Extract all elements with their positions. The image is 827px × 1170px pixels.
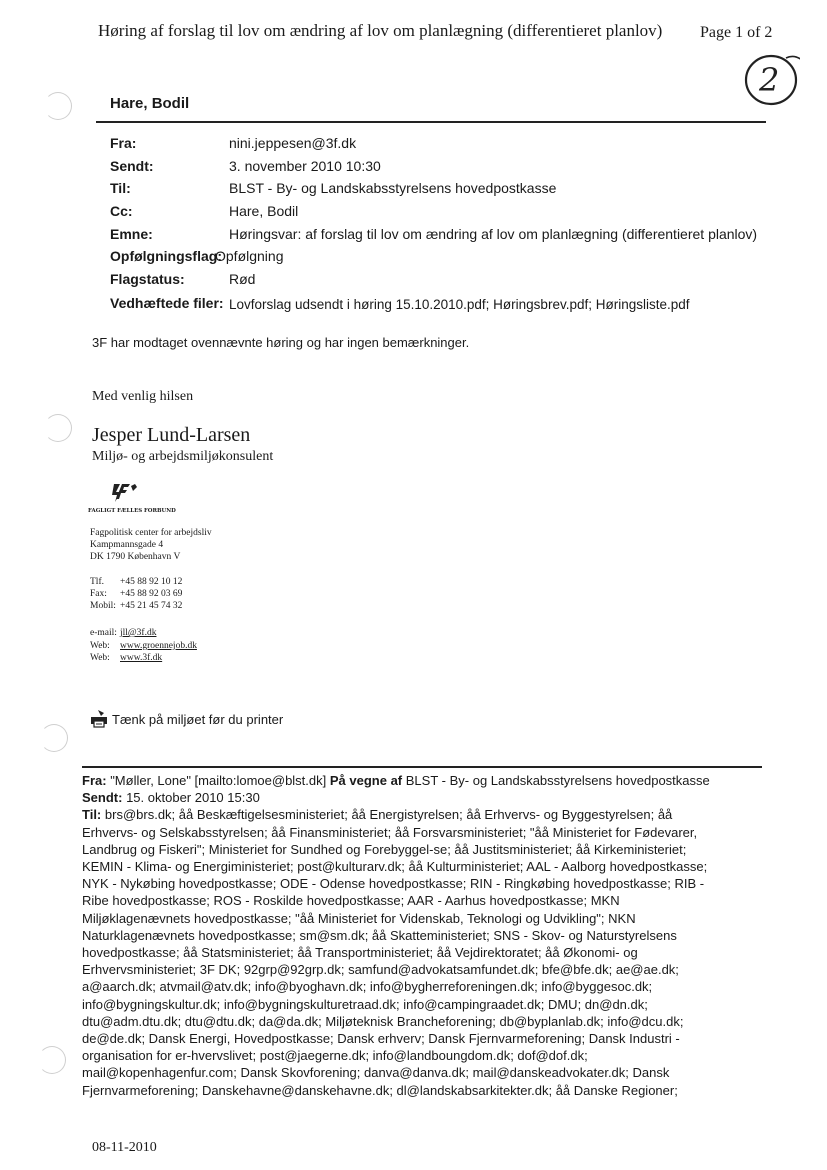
web-link-groennejob[interactable]: www.groennejob.dk [120, 641, 197, 651]
field-label-sent: Sendt: [110, 158, 154, 174]
recipient-line: Miljøklagenævnets hovedpostkasse; "åå Ministeriet for Videnskab, Teknologi og Udvikling"; NKN [82, 910, 636, 926]
recipient-text: brs@brs.dk; åå Beskæftigelsesministeriet; åå Energistyrelsen; åå Erhvervs- og Byggestyrelsen; åå [104, 807, 673, 823]
field-label-followup-flag: Opfølgningsflag: [110, 248, 222, 264]
recipient-line: a@aarch.dk; atvmail@atv.dk; info@byoghavn.dk; info@bygherreforeningen.dk; info@byggesoc.dk; [82, 979, 653, 995]
print-date: 08-11-2010 [92, 1140, 157, 1155]
mobile-value: +45 21 45 74 32 [120, 601, 183, 611]
field-value-sent: 3. november 2010 10:30 [229, 158, 381, 174]
forwarded-sent-value: 15. oktober 2010 15:30 [126, 790, 260, 806]
forwarded-to-label: Til: [82, 807, 102, 823]
field-label-to: Til: [110, 180, 131, 196]
greeting: Med venlig hilsen [92, 389, 194, 404]
web-label: Web: [90, 641, 110, 651]
fax-label: Fax: [90, 589, 107, 599]
address-line: DK 1790 København V [90, 552, 181, 562]
recipient-line: Ribe hovedpostkasse; ROS - Roskilde hovedpostkasse; AAR - Aarhus hovedpostkasse; MKN [82, 893, 620, 909]
web-link-3f[interactable]: www.3f.dk [120, 653, 163, 663]
fax-value: +45 88 92 03 69 [120, 589, 183, 599]
field-value-attachments: Lovforslag udsendt i høring 15.10.2010.pdf; Høringsbrev.pdf; Høringsliste.pdf [229, 297, 690, 312]
3f-logo [88, 480, 188, 516]
recipient-line: Fjernvarmeforening; Danskehavne@danskehavne.dk; dl@landskabsarkitekter.dk; åå Danske Regioner; [82, 1082, 678, 1098]
recipient-line: de@de.dk; Dansk Energi, Hovedpostkasse; Dansk erhverv; Dansk Fjernvarmeforening; Dansk Industri - [82, 1031, 680, 1047]
email-label: e-mail: [90, 628, 117, 638]
page-number: Page 1 of 2 [700, 24, 773, 41]
address-line: Kampmannsgade 4 [90, 540, 164, 550]
web-label: Web: [90, 653, 110, 663]
punch-hole [44, 92, 72, 120]
print-note: Tænk på miljøet før du printer [112, 712, 284, 727]
mailbox-owner-name: Hare, Bodil [110, 95, 190, 112]
field-label-flag-status: Flagstatus: [110, 271, 185, 287]
phone-value: +45 88 92 10 12 [120, 577, 183, 587]
recipient-line: Erhvervs- og Selskabsstyrelsen; åå Finansministeriet; åå Forsvarsministeriet; "åå Ministeriet for Fødevarer, [82, 824, 698, 840]
recipient-line: hovedpostkasse; åå Statsministeriet; åå Transportministeriet; åå Vejdirektoratet; åå Økonomi- og [82, 945, 638, 961]
recipient-line: dtu@adm.dtu.dk; dtu@dtu.dk; da@da.dk; Miljøteknisk Brancheforening; db@byplanlab.dk; info@dcu.dk; [82, 1013, 684, 1029]
forwarded-from-line [82, 772, 772, 789]
recipient-line: Erhvervsministeriet; 3F DK; 92grp@92grp.dk; samfund@advokatsamfundet.dk; bfe@bfe.dk; ae@ae.dk; [82, 962, 679, 978]
logo-text: FAGLIGT FÆLLES FORBUND [88, 508, 176, 514]
forwarded-divider [82, 766, 762, 768]
print-header-title: Høring af forslag til lov om ændring af lov om planlægning (differentieret planlov) [98, 21, 663, 40]
recipient-line: mail@kopenhagenfur.com; Dansk Skovforening; danva@danva.dk; mail@danskeadvokater.dk; Dansk [82, 1065, 670, 1081]
header-divider [96, 121, 766, 123]
handwritten-number-stamp [742, 50, 800, 108]
field-value-to: BLST - By- og Landskabsstyrelsens hovedpostkasse [229, 180, 557, 196]
forwarded-from-value: "Møller, Lone" [mailto:lomoe@blst.dk] [110, 773, 327, 788]
field-label-subject: Emne: [110, 226, 153, 242]
phone-label: Tlf. [90, 577, 104, 587]
recipient-line: NYK - Nykøbing hovedpostkasse; ODE - Odense hovedpostkasse; RIN - Ringkøbing hovedpostkasse; RIB - [82, 876, 705, 892]
field-value-followup-flag: Opfølgning [215, 248, 284, 264]
forwarded-message [82, 772, 772, 1099]
field-label-from: Fra: [110, 135, 137, 151]
recipient-line: KEMIN - Klima- og Energiministeriet; post@kulturarv.dk; åå Kulturministeriet; AAL - Aalborg hovedpostkasse; [82, 859, 708, 875]
field-value-from: nini.jeppesen@3f.dk [229, 135, 357, 151]
on-behalf-value: BLST - By- og Landskabsstyrelsens hovedpostkasse [405, 773, 710, 788]
address-line: Fagpolitisk center for arbejdsliv [90, 528, 212, 538]
punch-hole [40, 724, 68, 752]
recipient-line: organisation for er-hvervslivet; post@jaegerne.dk; info@landboungdom.dk; dof@dof.dk; [82, 1048, 588, 1064]
printer-icon [88, 709, 110, 729]
punch-hole [38, 1046, 66, 1074]
field-label-attachments: Vedhæftede filer: [110, 295, 224, 311]
recipient-line: info@bygningskultur.dk; info@bygningskulturetraad.dk; info@campingraadet.dk; DMU; dn@dn.dk; [82, 996, 648, 1012]
field-value-cc: Hare, Bodil [229, 203, 299, 219]
field-value-subject: Høringsvar: af forslag til lov om ændring af lov om planlægning (differentieret planlov) [229, 226, 758, 242]
email-link[interactable]: jll@3f.dk [120, 628, 157, 638]
forwarded-sent-line [82, 789, 772, 806]
forwarded-from-label: Fra: [82, 773, 107, 788]
signature-title: Miljø- og arbejdsmiljøkonsulent [92, 449, 274, 464]
forwarded-sent-label: Sendt: [82, 790, 123, 806]
email-body-text: 3F har modtaget ovennævnte høring og har ingen bemærkninger. [92, 335, 470, 350]
punch-hole [44, 414, 72, 442]
stamp-number: 2 [759, 61, 780, 99]
field-value-flag-status: Rød [229, 271, 256, 287]
recipient-line: Naturklagenævnets hovedpostkasse; sm@sm.dk; åå Skatteministeriet; SNS - Skov- og Naturstyrelsens [82, 927, 677, 943]
on-behalf-label: På vegne af [329, 773, 403, 788]
mobile-label: Mobil: [90, 601, 116, 611]
recipient-line: Landbrug og Fiskeri"; Ministeriet for Sundhed og Forebyggel-se; åå Justitsministeriet; åå Kirkeministeriet; [82, 841, 687, 857]
field-label-cc: Cc: [110, 203, 133, 219]
signature-name: Jesper Lund-Larsen [92, 424, 251, 446]
recipient-line [82, 806, 772, 823]
